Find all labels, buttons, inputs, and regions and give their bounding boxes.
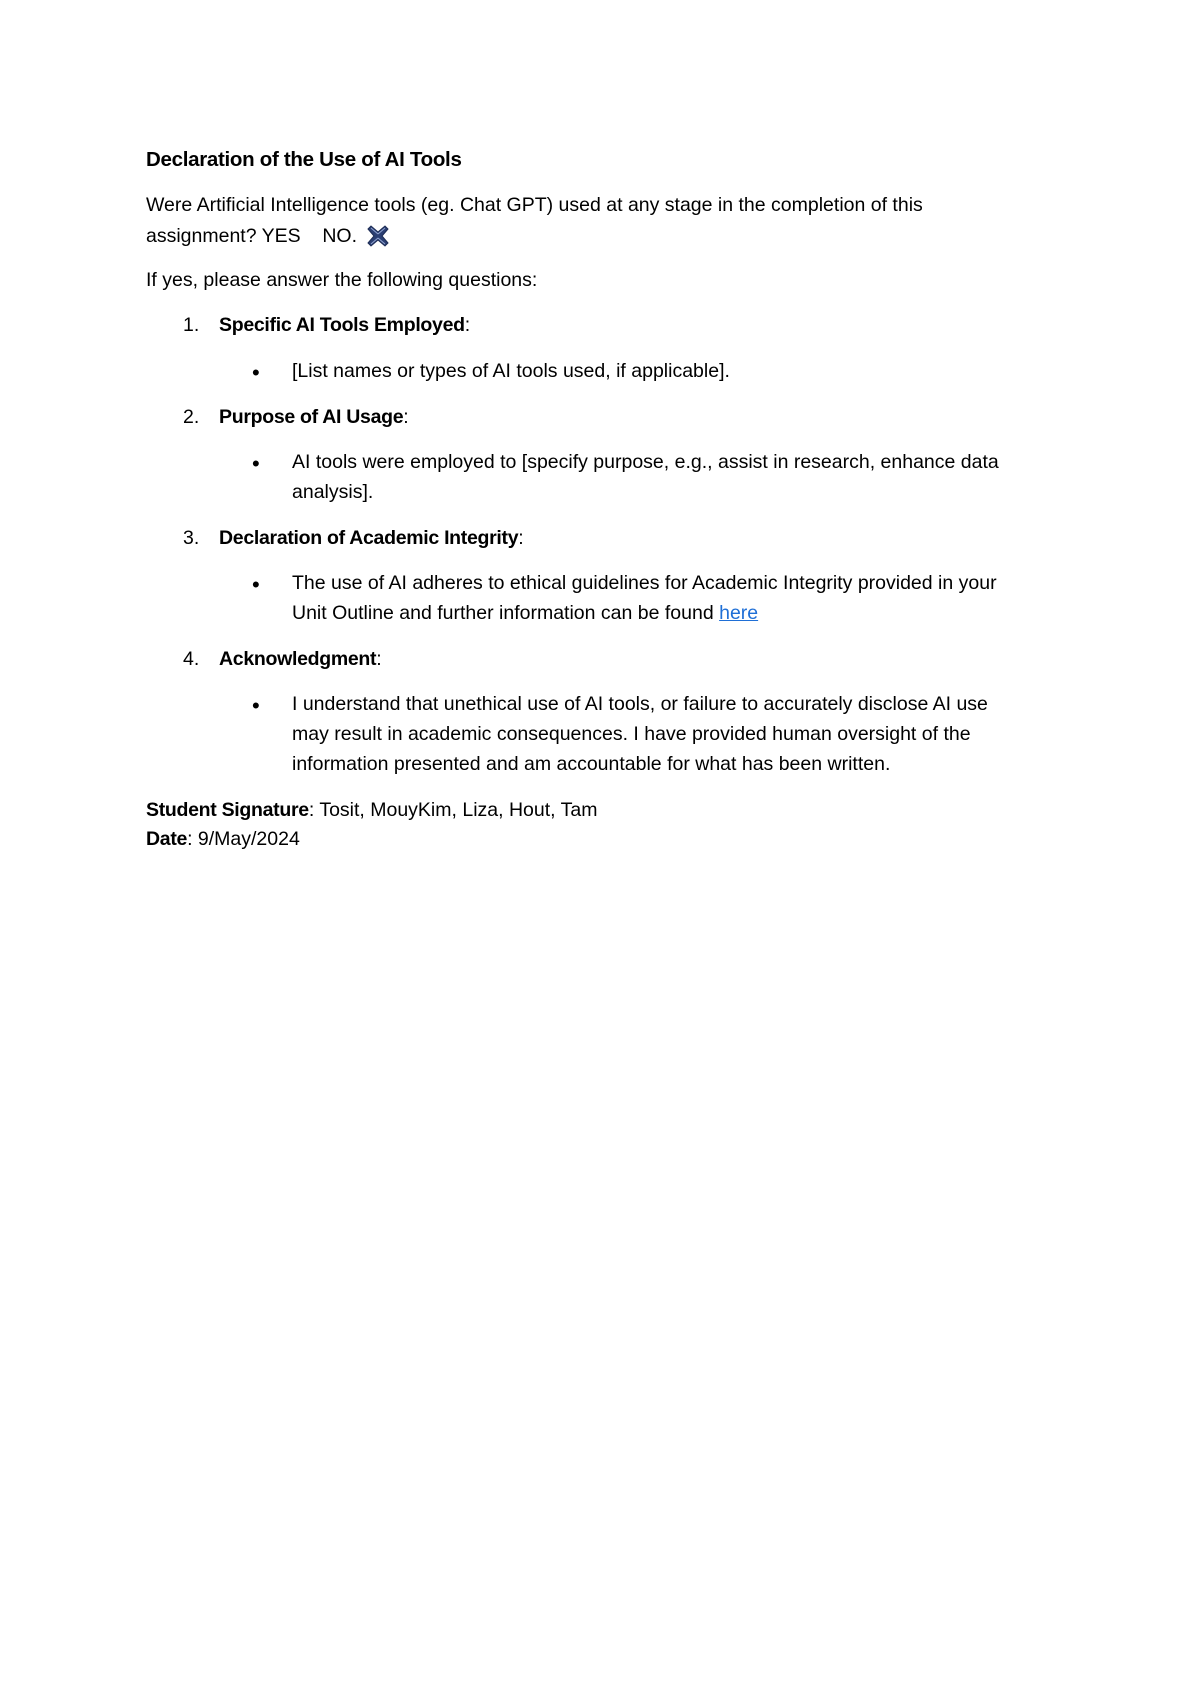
- item-title-3-text: Declaration of Academic Integrity: [219, 527, 519, 549]
- item-3-bullet-line-1: The use of AI adheres to ethical guidelines for Academic Integrity provided in your: [292, 572, 997, 594]
- date-line: [146, 828, 300, 851]
- signature-colon: :: [308, 799, 315, 821]
- signature-label: Student Signature: [146, 799, 309, 821]
- instruction-text: If yes, please answer the following questions:: [146, 269, 538, 291]
- x-mark-icon: [365, 223, 391, 249]
- bullet-icon: •: [252, 572, 260, 597]
- student-signature: [146, 799, 597, 822]
- item-title-1-colon: :: [464, 314, 471, 336]
- item-title-1: [219, 314, 470, 337]
- item-title-1-text: Specific AI Tools Employed: [219, 314, 465, 336]
- item-title-2-colon: :: [403, 406, 409, 428]
- question-line-1: Were Artificial Intelligence tools (eg. Chat GPT) used at any stage in the completion of this: [146, 194, 923, 216]
- item-title-4-colon: :: [376, 648, 382, 670]
- item-2-bullet-line-2: analysis].: [292, 481, 374, 503]
- item-4-bullet-line-3: information presented and am accountable for what has been written.: [292, 753, 891, 775]
- item-title-3: [219, 527, 524, 550]
- item-4-bullet-line-1: I understand that unethical use of AI tools, or failure to accurately disclose AI use: [292, 693, 988, 715]
- bullet-icon: •: [252, 693, 260, 718]
- item-title-2-text: Purpose of AI Usage: [219, 406, 404, 428]
- item-number-3: 3.: [183, 527, 200, 549]
- item-4-bullet-line-2: may result in academic consequences. I have provided human oversight of the: [292, 723, 971, 745]
- date-value: 9/May/2024: [192, 828, 300, 850]
- bullet-icon: •: [252, 360, 260, 385]
- item-number-2: 2.: [183, 406, 200, 428]
- document-title: Declaration of the Use of AI Tools: [146, 148, 462, 171]
- date-colon: :: [187, 828, 193, 850]
- here-link[interactable]: here: [719, 602, 759, 624]
- item-title-4: [219, 648, 382, 671]
- item-number-1: 1.: [183, 314, 200, 336]
- item-title-3-colon: :: [518, 527, 524, 549]
- question-line-2-text: assignment? YES NO.: [146, 225, 357, 247]
- item-3-bullet-line-2-text: Unit Outline and further information can be found: [292, 602, 720, 624]
- bullet-icon: •: [252, 451, 260, 476]
- item-1-bullet-line-1: [List names or types of AI tools used, if applicable].: [292, 360, 730, 382]
- item-title-2: [219, 406, 409, 429]
- date-label: Date: [146, 828, 188, 850]
- item-number-4: 4.: [183, 648, 200, 670]
- item-title-4-text: Acknowledgment: [219, 648, 377, 670]
- item-3-bullet-line-2: [292, 602, 758, 625]
- signature-value: Tosit, MouyKim, Liza, Hout, Tam: [314, 799, 598, 821]
- question-line-2: [146, 223, 391, 249]
- item-2-bullet-line-1: AI tools were employed to [specify purpose, e.g., assist in research, enhance data: [292, 451, 999, 473]
